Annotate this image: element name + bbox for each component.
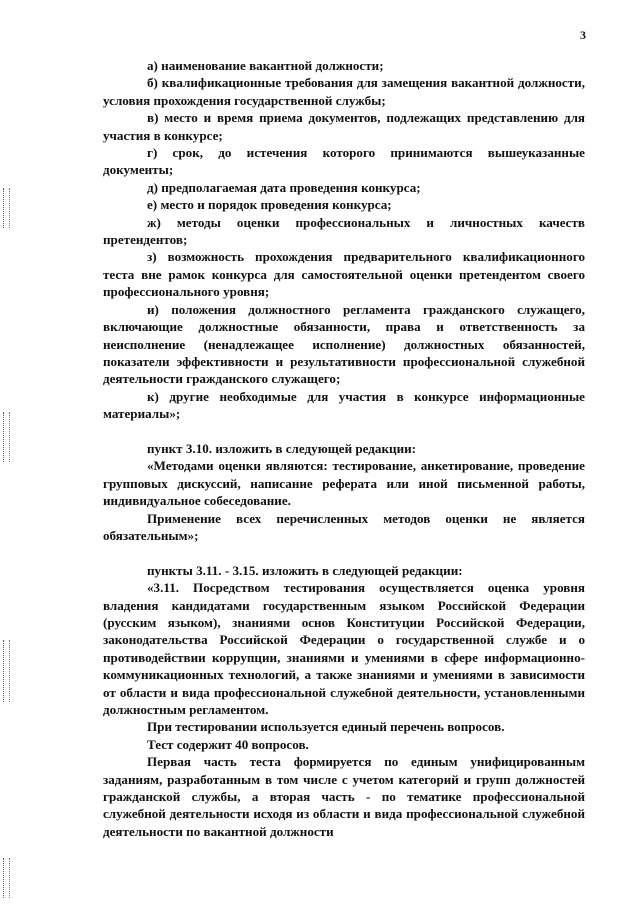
list-item-z: з) возможность прохождения предварительного квалификационного теста вне рамок конкурса для самостоятельной оценки претендентом своего профессионального уровня; [103, 249, 585, 300]
list-item-i: и) положения должностного регламента гражданского служащего, включающие должностные обязанности, права и ответственность за неисполнение (ненадлежащее исполнение) должностных обязанностей, показатели эффективности и результативности профессиональной служебной деятельности гражданского служащего; [103, 301, 585, 387]
list-item-g: г) срок, до истечения которого принимаются вышеуказанные документы; [103, 145, 585, 178]
binding-mark [3, 858, 10, 898]
page-number: 3 [580, 28, 586, 42]
paragraph: Первая часть теста формируется по единым унифицированным заданиям, разработанным в том числе с учетом категорий и групп должностей гражданской службы, а вторая часть - по тематике профессиональной служебной деятельности исходя из области и вида профессиональной служебной деятельности по вакантной должности [103, 754, 585, 839]
list-item-b: б) квалификационные требования для замещения вакантной должности, условия прохождения государственной службы; [103, 75, 585, 108]
list-item-k: к) другие необходимые для участия в конкурсе информационные материалы»; [103, 388, 585, 422]
list-item-e: е) место и порядок проведения конкурса; [147, 197, 392, 213]
binding-mark [3, 640, 10, 702]
amendment-heading: пункты 3.11. - 3.15. изложить в следующей редакции: [147, 562, 463, 578]
paragraph: При тестировании используется единый перечень вопросов. [147, 719, 505, 735]
binding-mark [3, 412, 10, 462]
paragraph: Применение всех перечисленных методов оценки не является обязательным»; [103, 510, 585, 543]
list-item-d: д) предполагаемая дата проведения конкурса; [147, 179, 421, 195]
paragraph: «Методами оценки являются: тестирование, анкетирование, проведение групповых дискуссий, написание реферата или иной письменной работы, индивидуальное собеседование. [103, 458, 585, 509]
list-item-v: в) место и время приема документов, подлежащих представлению для участия в конкурсе; [103, 110, 585, 143]
paragraph: «3.11. Посредством тестирования осуществляется оценка уровня владения кандидатами государственным языком Российской Федерации (русским языком), знаниями основ Конституции Российской Федерации, законодательства Российской Федерации о государственной службе и о противодействии коррупции, знаниями и умениями в сфере информационно-коммуникационных технологий, а также знаниями и умениями в зависимости от области и вида профессиональной служебной деятельности, установленными должностным регламентом. [103, 580, 585, 717]
list-item-a: а) наименование вакантной должности; [147, 58, 384, 73]
paragraph: Тест содержит 40 вопросов. [147, 736, 309, 752]
amendment-heading: пункт 3.10. изложить в следующей редакции: [147, 440, 417, 456]
document-body [103, 57, 585, 840]
list-item-zh: ж) методы оценки профессиональных и личностных качеств претендентов; [103, 214, 585, 248]
binding-mark [3, 188, 10, 228]
